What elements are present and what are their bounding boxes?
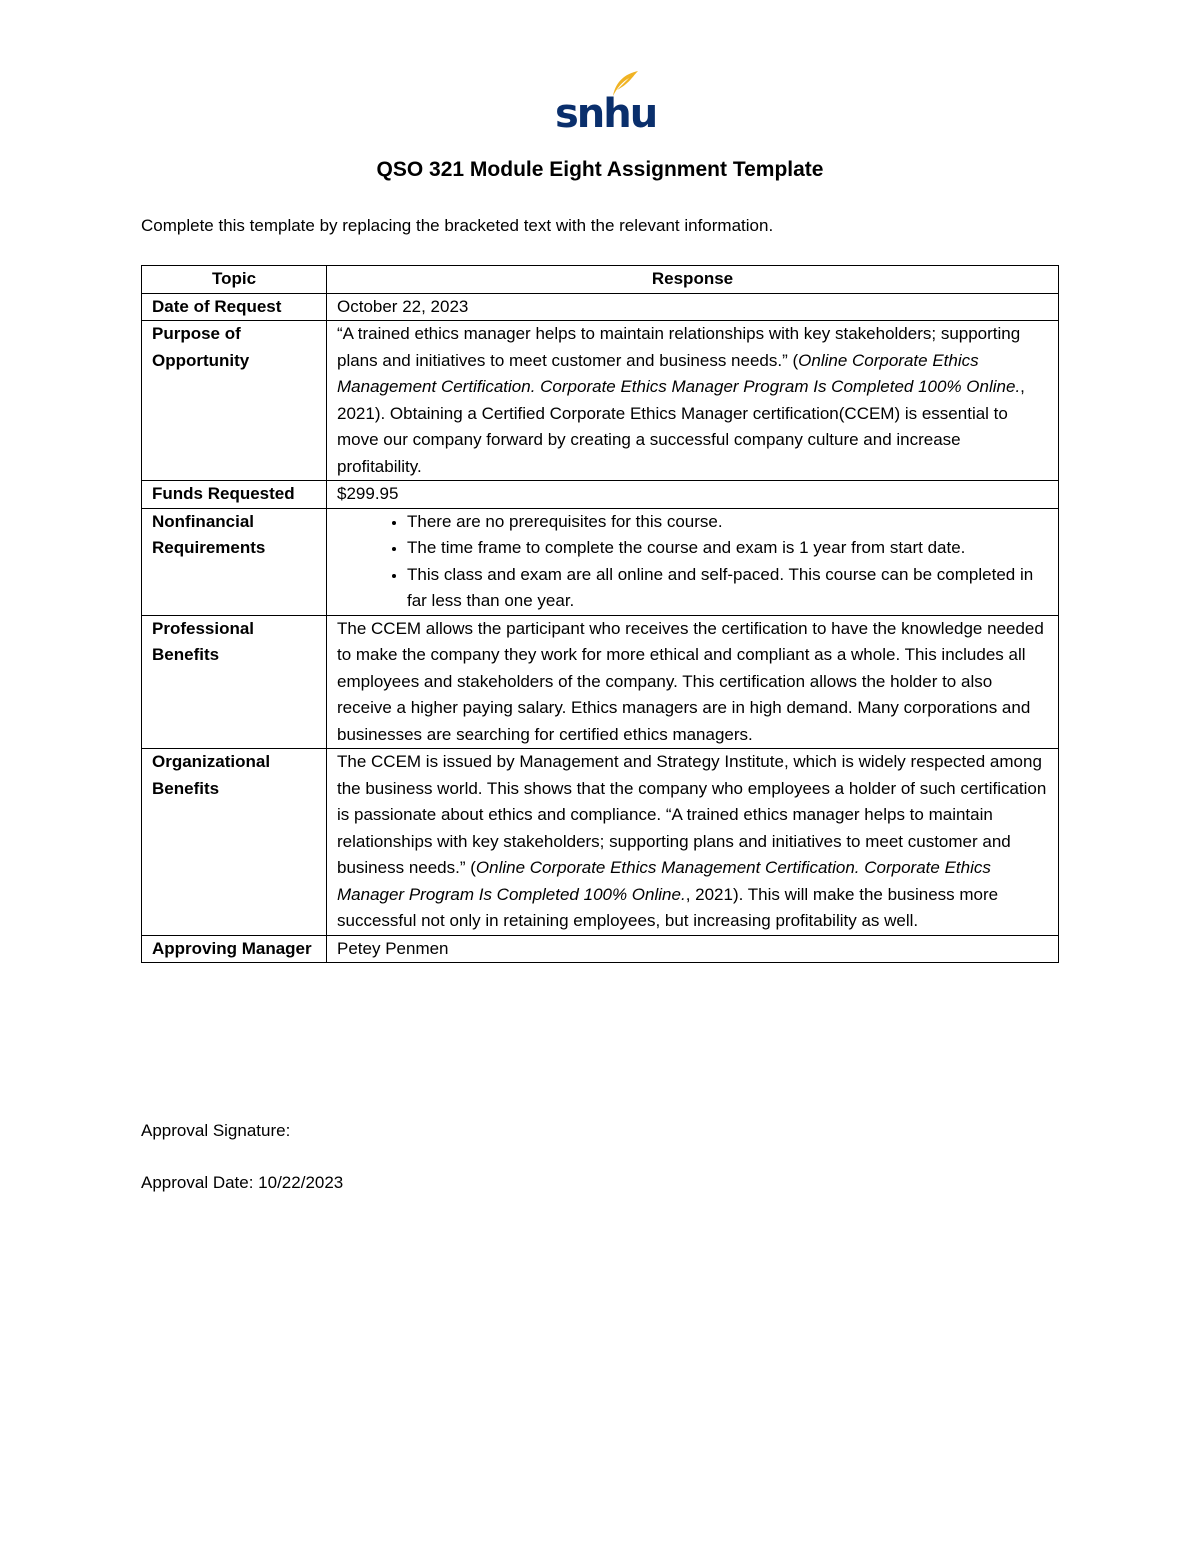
row-value-purpose <box>327 321 1059 481</box>
purpose-text-2: , 2021). Obtaining a Certified Corporate Ethics Manager certification(CCEM) is essential to move our company forward by creating a successful company culture and increase profitability. <box>337 377 1025 476</box>
logo-text: snhu <box>555 91 657 137</box>
table-row <box>142 749 1059 936</box>
row-value-date: October 22, 2023 <box>327 293 1059 321</box>
purpose-citation: Online Corporate Ethics Management Certification. Corporate Ethics Manager Program Is Completed 100% Online. <box>337 350 1021 396</box>
row-value-professional: The CCEM allows the participant who receives the certification to have the knowledge needed to make the company they work for more ethical and compliant as a whole. This includes all employees and stakeholders of the company. This certification allows the holder to also receive a higher paying salary. Ethics managers are in high demand. Many corporations and businesses are searching for certified ethics managers. <box>327 615 1059 749</box>
document-title: QSO 321 Module Eight Assignment Template <box>376 158 824 181</box>
snhu-logo <box>555 70 657 137</box>
row-value-nonfinancial <box>327 508 1059 615</box>
row-value-manager: Petey Penmen <box>327 935 1059 963</box>
row-label-organizational: Organizational Benefits <box>142 749 327 936</box>
organizational-citation: Online Corporate Ethics Management Certification. Corporate Ethics Manager Program Is Completed 100% Online. <box>337 858 991 904</box>
row-label-nonfinancial: Nonfinancial Requirements <box>142 508 327 615</box>
approval-signature: Approval Signature: <box>141 1121 291 1140</box>
table-row <box>142 293 1059 321</box>
row-label-purpose: Purpose of Opportunity <box>142 321 327 481</box>
row-label-funds: Funds Requested <box>142 481 327 509</box>
table-row <box>142 935 1059 963</box>
table-row <box>142 615 1059 749</box>
row-value-funds: $299.95 <box>327 481 1059 509</box>
organizational-text-2: , 2021). This will make the business more successful not only in retaining employees, but increasing profitability as well. <box>337 884 999 930</box>
requirements-list <box>337 509 1048 615</box>
table-row <box>142 508 1059 615</box>
assignment-table <box>141 265 1059 963</box>
table-row <box>142 321 1059 481</box>
row-label-manager: Approving Manager <box>142 935 327 963</box>
purpose-text-1: “A trained ethics manager helps to maintain relationships with key stakeholders; supporting plans and initiatives to meet customer and business needs.” ( <box>337 324 1021 370</box>
row-label-date: Date of Request <box>142 293 327 321</box>
list-item: • The time frame to complete the course and exam is 1 year from start date. <box>407 535 1048 562</box>
header-topic: Topic <box>142 266 327 294</box>
table-row <box>142 481 1059 509</box>
row-value-organizational <box>327 749 1059 936</box>
approval-date: Approval Date: 10/22/2023 <box>141 1173 344 1192</box>
row-label-professional: Professional Benefits <box>142 615 327 749</box>
organizational-text-1: The CCEM is issued by Management and Strategy Institute, which is widely respected among the business world. This shows that the company who employees a holder of such certification is passionate about ethics and compliance. “A trained ethics manager helps to maintain relationships with key stakeholders; supporting plans and initiatives to meet customer and business needs.” ( <box>337 752 1047 877</box>
intro-text: Complete this template by replacing the bracketed text with the relevant information. <box>141 216 774 235</box>
header-response: Response <box>327 266 1059 294</box>
table-header-row <box>142 266 1059 294</box>
list-item: • There are no prerequisites for this course. <box>407 509 1048 536</box>
list-item: • This class and exam are all online and self-paced. This course can be completed in far less than one year. <box>407 562 1048 615</box>
